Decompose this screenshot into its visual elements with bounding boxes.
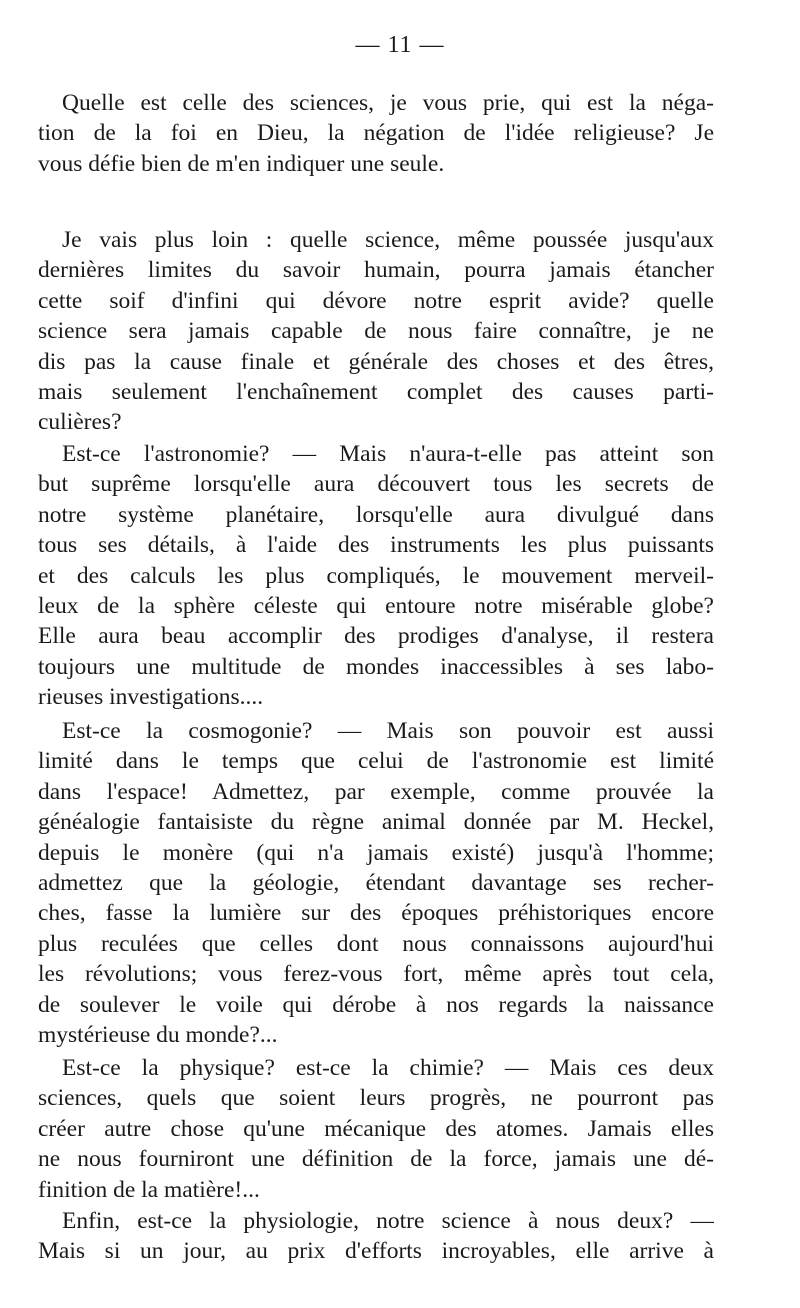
text-line: Est-ce la cosmogonie? — Mais son pouvoir est aussi: [62, 718, 714, 744]
text-line: but suprême lorsqu'elle aura découvert tous les secrets de: [38, 471, 714, 498]
text-line: toujours une multitude de mondes inaccessibles à ses labo-: [38, 653, 714, 680]
text-line: depuis le monère (qui n'a jamais existé) jusqu'à l'homme;: [38, 839, 714, 866]
paragraph-6: [38, 1206, 714, 1267]
text-line: dans l'espace! Admettez, par exemple, comme prouvée la: [38, 778, 714, 805]
text-line: science sera jamais capable de nous faire connaître, je ne: [38, 318, 714, 345]
text-line: Est-ce l'astronomie? — Mais n'aura-t-elle pas atteint son: [62, 441, 714, 467]
text-line: mais seulement l'enchaînement complet des causes parti-: [38, 378, 714, 405]
text-line: cette soif d'infini qui dévore notre esprit avide? quelle: [38, 287, 714, 314]
text-line: rieuses investigations....: [38, 684, 264, 711]
page-number: — 11 —: [355, 32, 445, 58]
text-line: de soulever le voile qui dérobe à nos regards la naissance: [38, 991, 714, 1018]
text-line: généalogie fantaisiste du règne animal donnée par M. Heckel,: [38, 809, 714, 836]
text-line: ches, fasse la lumière sur des époques préhistoriques encore: [38, 900, 714, 927]
text-line: admettez que la géologie, étendant davantage ses recher-: [38, 869, 714, 896]
text-line: vous défie bien de m'en indiquer une seule.: [38, 150, 445, 177]
text-line: Je vais plus loin : quelle science, même poussée jusqu'aux: [62, 227, 714, 253]
text-line: Enfin, est-ce la physiologie, notre science à nous deux? —: [62, 1208, 714, 1234]
text-line: notre système planétaire, lorsqu'elle aura divulgué dans: [38, 501, 714, 528]
text-line: mystérieuse du monde?...: [38, 1021, 278, 1048]
text-line: ne nous fourniront une définition de la force, jamais une dé-: [38, 1146, 714, 1173]
text-line: tion de la foi en Dieu, la négation de l'idée religieuse? Je: [38, 120, 714, 147]
text-line: leux de la sphère céleste qui entoure notre misérable globe?: [38, 592, 714, 619]
text-line: Mais si un jour, au prix d'efforts incroyables, elle arrive à: [38, 1238, 714, 1265]
text-line: Elle aura beau accomplir des prodiges d'analyse, il restera: [38, 623, 714, 650]
text-line: limité dans le temps que celui de l'astronomie est limité: [38, 748, 714, 775]
text-line: tous ses détails, à l'aide des instruments les plus puissants: [38, 532, 714, 559]
paragraph-2: [38, 225, 714, 438]
text-line: plus reculées que celles dont nous connaissons aujourd'hui: [38, 930, 714, 957]
text-line: créer autre chose qu'une mécanique des atomes. Jamais elles: [38, 1115, 714, 1142]
text-line: les révolutions; vous ferez-vous fort, même après tout cela,: [38, 961, 714, 988]
text-line: dernières limites du savoir humain, pourra jamais étancher: [38, 257, 714, 284]
paragraph-1: [38, 88, 714, 179]
paragraph-5: [38, 1053, 714, 1205]
text-line: culières?: [38, 409, 122, 436]
text-line: et des calculs les plus compliqués, le mouvement merveil-: [38, 562, 714, 589]
paragraph-4: [38, 716, 714, 1050]
text-line: Quelle est celle des sciences, je vous prie, qui est la néga-: [62, 90, 714, 116]
text-line: Est-ce la physique? est-ce la chimie? — Mais ces deux: [62, 1055, 714, 1081]
text-line: finition de la matière!...: [38, 1176, 260, 1203]
text-line: sciences, quels que soient leurs progrès, ne pourront pas: [38, 1085, 714, 1112]
text-line: dis pas la cause finale et générale des choses et des êtres,: [38, 348, 714, 375]
paragraph-3: [38, 439, 714, 713]
